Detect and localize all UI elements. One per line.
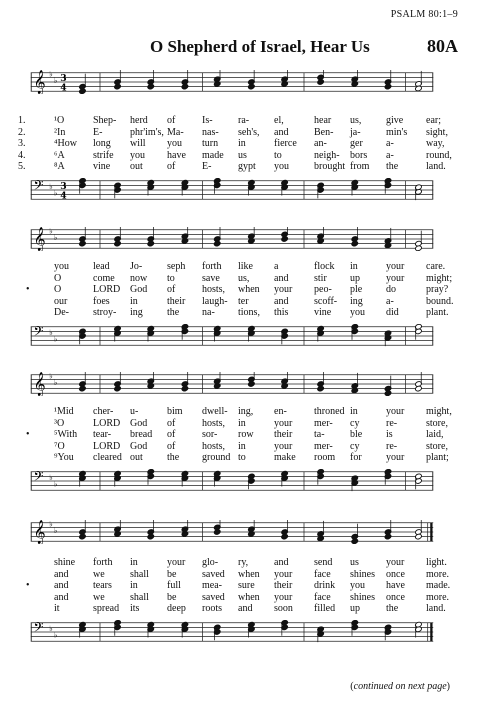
- lyric-syllable: plant.: [426, 307, 449, 318]
- treble-clef-icon: 𝄞: [33, 70, 46, 94]
- lyric-syllable: did: [386, 307, 399, 318]
- lyric-line: [38, 441, 453, 453]
- lyric-syllable: brought: [314, 161, 346, 172]
- lyric-syllable: bound.: [426, 295, 454, 307]
- lyric-syllable: shall: [130, 591, 149, 603]
- lyric-syllable: have: [167, 149, 186, 161]
- lyric-line: [38, 452, 453, 464]
- lyric-syllable: bors: [350, 149, 368, 161]
- lyric-line: [38, 569, 453, 581]
- lyric-syllable: ⁹You: [54, 452, 74, 463]
- lyric-syllable: you: [274, 161, 289, 172]
- lyric-syllable: turn: [202, 138, 219, 149]
- lyric-syllable: for: [350, 452, 362, 463]
- lyric-syllable: Jo-: [130, 261, 143, 272]
- lyric-syllable: their: [274, 429, 293, 440]
- lyrics-block: [26, 261, 454, 319]
- lyric-syllable: in: [130, 557, 138, 568]
- time-signature-top: 3: [60, 73, 67, 85]
- music-system-2: [14, 227, 454, 357]
- lyric-syllable: in: [350, 261, 358, 272]
- lyric-syllable: in: [238, 440, 246, 452]
- lyric-syllable: cher-: [93, 406, 114, 417]
- bass-staff: [14, 469, 450, 493]
- lyric-syllable: in: [238, 417, 246, 429]
- lyric-syllable: make: [274, 452, 296, 463]
- lyric-syllable: face: [314, 568, 331, 580]
- lyric-syllable: is: [386, 429, 393, 440]
- lyric-syllable: flock: [314, 261, 335, 272]
- flat-icon: ♭: [49, 182, 53, 192]
- lyric-line: [18, 126, 453, 139]
- psalm-reference: PSALM 80:1–9: [390, 9, 458, 20]
- lyric-syllable: herd: [130, 115, 148, 126]
- lyric-syllable: lead: [93, 261, 110, 272]
- lyric-syllable: shine: [54, 557, 76, 568]
- flat-icon: ♭: [49, 520, 53, 529]
- lyric-syllable: Is-: [202, 115, 213, 126]
- lyric-syllable: ta-: [314, 429, 325, 440]
- flat-icon: ♭: [53, 334, 58, 344]
- bass-staff: [14, 178, 450, 202]
- lyric-line: [18, 115, 453, 127]
- lyric-syllable: sor-: [202, 429, 218, 440]
- music-system-4: [14, 520, 450, 660]
- lyric-syllable: mea-: [202, 580, 222, 591]
- lyric-syllable: ple: [350, 284, 363, 295]
- lyric-syllable: neigh-: [314, 149, 340, 161]
- lyrics-block: [26, 557, 453, 615]
- flat-icon: ♭: [49, 328, 53, 338]
- lyric-syllable: ry,: [238, 557, 249, 568]
- lyric-syllable: you: [130, 149, 145, 161]
- lyric-line: [38, 307, 453, 319]
- lyric-syllable: ⁵With: [54, 429, 78, 440]
- lyric-syllable: might,: [426, 406, 452, 417]
- lyric-syllable: long: [93, 138, 111, 149]
- tune-number: 80A: [427, 36, 458, 56]
- lyric-syllable: ear;: [426, 115, 441, 126]
- lyric-syllable: of: [167, 115, 176, 126]
- lyric-syllable: laugh-: [202, 295, 228, 307]
- lyric-syllable: God: [130, 284, 148, 295]
- lyric-syllable: of: [167, 440, 176, 452]
- treble-clef-icon: 𝄞: [33, 520, 46, 544]
- lyric-syllable: vine: [314, 307, 332, 318]
- lyric-syllable: their: [274, 580, 293, 591]
- lyric-syllable: forth: [202, 261, 222, 272]
- lyric-syllable: us,: [238, 272, 250, 284]
- lyric-syllable: the: [167, 307, 180, 318]
- lyric-syllable: ing,: [238, 406, 254, 417]
- lyric-syllable: re-: [386, 417, 398, 429]
- lyric-syllable: ¹O: [54, 115, 65, 126]
- lyrics-block: [26, 406, 453, 464]
- lyric-syllable: E-: [202, 161, 212, 172]
- lyric-syllable: God: [130, 417, 148, 429]
- lyric-syllable: stroy-: [93, 307, 117, 318]
- lyric-syllable: saved: [202, 591, 225, 603]
- lyric-line: [38, 406, 453, 418]
- hymn-title: O Shepherd of Israel, Hear Us: [150, 37, 370, 56]
- time-signature-bottom: 4: [60, 190, 67, 202]
- lyric-syllable: up: [350, 272, 360, 284]
- lyric-syllable: room: [314, 452, 336, 463]
- lyric-syllable: land.: [426, 603, 446, 614]
- verse-marker: 5.: [18, 161, 26, 172]
- lyric-syllable: you: [350, 580, 365, 591]
- lyric-syllable: an-: [314, 138, 327, 149]
- lyric-syllable: in: [130, 580, 138, 591]
- lyric-syllable: row: [238, 429, 254, 440]
- lyric-syllable: ³O: [54, 417, 65, 429]
- lyric-syllable: peo-: [314, 284, 332, 295]
- lyric-syllable: glo-: [202, 557, 219, 568]
- lyric-syllable: ground: [202, 452, 231, 463]
- lyric-syllable: roots: [202, 603, 222, 614]
- lyric-syllable: bim: [167, 406, 183, 417]
- lyric-syllable: come: [93, 272, 115, 284]
- lyric-syllable: hear: [314, 115, 332, 126]
- lyric-line: [26, 284, 453, 296]
- lyric-syllable: cy: [350, 440, 360, 452]
- lyric-syllable: and: [274, 272, 289, 284]
- lyric-syllable: the: [167, 452, 180, 463]
- lyric-syllable: O: [54, 272, 62, 284]
- lyric-syllable: light.: [426, 557, 447, 568]
- lyric-syllable: to: [238, 452, 246, 463]
- bass-clef-icon: 𝄢: [33, 324, 44, 342]
- lyric-syllable: send: [314, 557, 333, 568]
- flat-icon: ♭: [53, 232, 58, 242]
- lyric-syllable: to: [167, 272, 175, 284]
- music-system-3: [14, 372, 450, 502]
- lyric-syllable: we: [93, 591, 105, 603]
- lyric-syllable: have: [386, 580, 405, 591]
- lyric-syllable: us: [238, 149, 247, 161]
- lyric-syllable: el,: [274, 115, 284, 126]
- lyric-syllable: your: [274, 591, 293, 603]
- verse-marker: 1.: [18, 115, 26, 126]
- lyric-syllable: of: [167, 284, 176, 295]
- verse-marker: •: [26, 429, 30, 440]
- lyric-syllable: way,: [426, 138, 445, 149]
- lyric-line: [38, 592, 453, 604]
- music-system-1: [14, 70, 450, 200]
- lyric-syllable: out: [130, 452, 143, 463]
- lyric-syllable: shall: [130, 568, 149, 580]
- lyric-syllable: filled: [314, 603, 336, 614]
- flat-icon: ♭: [53, 525, 58, 535]
- lyric-syllable: ra-: [238, 115, 250, 126]
- lyric-syllable: your: [386, 261, 405, 272]
- flat-icon: ♭: [53, 479, 58, 489]
- lyric-syllable: full: [167, 580, 181, 591]
- lyric-line: [18, 138, 453, 150]
- lyric-line: [38, 296, 453, 308]
- lyric-syllable: your: [386, 406, 405, 417]
- lyric-syllable: care.: [426, 261, 446, 272]
- lyric-syllable: vine: [93, 161, 111, 172]
- lyric-syllable: it: [54, 603, 60, 614]
- lyric-syllable: and: [54, 591, 69, 603]
- lyric-syllable: ²In: [54, 126, 66, 138]
- lyric-syllable: plant;: [426, 452, 449, 463]
- treble-staff: [14, 227, 450, 251]
- lyric-syllable: sure: [238, 580, 255, 591]
- flat-icon: ♭: [49, 473, 53, 483]
- lyric-syllable: your: [274, 417, 293, 429]
- lyric-syllable: more.: [426, 568, 450, 580]
- lyrics-block: [18, 115, 453, 173]
- lyric-syllable: and: [274, 557, 289, 568]
- lyric-syllable: your: [386, 272, 405, 284]
- lyric-syllable: bread: [130, 429, 153, 440]
- lyric-line: [26, 429, 453, 441]
- lyric-syllable: laid,: [426, 429, 444, 440]
- flat-icon: ♭: [53, 188, 58, 198]
- lyric-syllable: seh's,: [238, 126, 260, 138]
- lyric-syllable: ja-: [350, 126, 361, 138]
- treble-clef-icon: 𝄞: [33, 227, 46, 251]
- flat-icon: ♭: [53, 75, 58, 85]
- lyric-syllable: your: [274, 284, 293, 295]
- lyric-syllable: the: [386, 161, 399, 172]
- verse-marker: 2.: [18, 126, 26, 138]
- lyric-syllable: cy: [350, 417, 360, 429]
- bass-staff: [14, 620, 450, 644]
- lyric-syllable: to: [274, 149, 282, 161]
- lyric-syllable: strife: [93, 149, 114, 161]
- lyric-syllable: and: [54, 568, 69, 580]
- lyric-syllable: sight,: [426, 126, 448, 138]
- lyric-syllable: your: [274, 568, 293, 580]
- lyric-syllable: ing: [130, 307, 143, 318]
- lyric-syllable: ⁶A: [54, 149, 65, 161]
- verse-marker: •: [26, 284, 30, 295]
- lyric-syllable: mer-: [314, 440, 333, 452]
- lyric-syllable: ⁷O: [54, 440, 65, 452]
- lyric-syllable: your: [167, 557, 186, 568]
- lyric-syllable: saved: [202, 568, 225, 580]
- lyric-syllable: spread: [93, 603, 120, 614]
- flat-icon: ♭: [53, 630, 58, 640]
- bass-clef-icon: 𝄢: [33, 178, 44, 196]
- time-signature-bottom: 4: [60, 82, 67, 94]
- lyric-syllable: ¹Mid: [54, 406, 74, 417]
- lyric-syllable: seph: [167, 261, 186, 272]
- lyric-syllable: us,: [350, 115, 362, 126]
- lyric-syllable: pray?: [426, 284, 449, 295]
- lyric-syllable: De-: [54, 307, 69, 318]
- lyric-syllable: deep: [167, 603, 186, 614]
- lyric-syllable: when: [238, 284, 260, 295]
- verse-marker: 4.: [18, 149, 26, 161]
- lyric-syllable: your: [386, 452, 405, 463]
- lyric-syllable: a-: [386, 149, 394, 161]
- lyric-syllable: LORD: [93, 440, 121, 452]
- lyric-line: [38, 273, 453, 285]
- lyric-line: [38, 557, 453, 569]
- lyric-syllable: from: [350, 161, 370, 172]
- lyric-syllable: might;: [426, 272, 453, 284]
- lyric-syllable: of: [167, 161, 176, 172]
- lyric-syllable: you: [167, 138, 182, 149]
- lyric-syllable: in: [238, 138, 246, 149]
- lyric-syllable: ⁸A: [54, 161, 65, 172]
- flat-icon: ♭: [49, 372, 53, 381]
- lyric-syllable: land.: [426, 161, 446, 172]
- lyric-syllable: ter: [238, 295, 249, 307]
- treble-clef-icon: 𝄞: [33, 372, 46, 396]
- lyric-line: [38, 261, 453, 273]
- lyric-syllable: nas-: [202, 126, 219, 138]
- lyric-syllable: do: [386, 284, 396, 295]
- flat-icon: ♭: [49, 227, 53, 236]
- lyric-syllable: Shep-: [93, 115, 117, 126]
- lyric-syllable: mer-: [314, 417, 333, 429]
- lyric-syllable: u-: [130, 406, 139, 417]
- lyric-syllable: min's: [386, 126, 408, 138]
- lyric-syllable: a-: [386, 295, 394, 307]
- lyric-syllable: when: [238, 568, 260, 580]
- lyric-line: [38, 603, 453, 615]
- lyric-line: [38, 418, 453, 430]
- lyric-syllable: forth: [93, 557, 113, 568]
- lyric-line: [18, 149, 453, 162]
- lyric-syllable: in: [350, 406, 358, 417]
- bass-staff: [14, 324, 450, 348]
- lyric-syllable: phr'im's,: [130, 126, 164, 138]
- lyric-syllable: of: [167, 417, 176, 429]
- lyric-syllable: this: [274, 307, 289, 318]
- lyric-syllable: your: [386, 557, 405, 568]
- lyric-syllable: shines: [350, 591, 375, 603]
- lyric-syllable: a-: [386, 138, 394, 149]
- lyric-syllable: save: [202, 272, 220, 284]
- bass-clef-icon: 𝄢: [33, 620, 44, 638]
- lyric-syllable: be: [167, 591, 177, 603]
- lyric-line: [26, 580, 453, 592]
- lyric-syllable: O: [54, 284, 62, 295]
- lyric-syllable: be: [167, 568, 177, 580]
- lyric-syllable: store,: [426, 440, 448, 452]
- lyric-syllable: a: [274, 261, 279, 272]
- lyric-syllable: your: [274, 440, 293, 452]
- lyric-syllable: tions,: [238, 307, 260, 318]
- lyric-syllable: when: [238, 591, 260, 603]
- lyric-syllable: re-: [386, 440, 398, 452]
- treble-staff: [14, 372, 450, 396]
- lyric-syllable: LORD: [93, 284, 121, 295]
- lyric-syllable: and: [54, 580, 69, 591]
- lyric-syllable: Ma-: [167, 126, 184, 138]
- lyric-syllable: hosts,: [202, 284, 226, 295]
- flat-icon: ♭: [49, 624, 53, 634]
- continued-note: (continued on next page): [350, 681, 450, 692]
- lyric-syllable: hosts,: [202, 417, 226, 429]
- lyric-syllable: up: [350, 603, 360, 614]
- verse-marker: •: [26, 580, 30, 591]
- lyric-syllable: like: [238, 261, 253, 272]
- lyric-syllable: LORD: [93, 417, 121, 429]
- lyric-syllable: dwell-: [202, 406, 228, 417]
- lyric-syllable: cleared: [93, 452, 122, 463]
- verse-marker: 3.: [18, 138, 26, 149]
- lyric-syllable: fierce: [274, 138, 297, 149]
- lyric-syllable: foes: [93, 295, 110, 307]
- lyric-syllable: more.: [426, 591, 450, 603]
- lyric-syllable: you: [350, 307, 365, 318]
- lyric-syllable: throned: [314, 406, 345, 417]
- lyric-syllable: once: [386, 568, 405, 580]
- lyric-syllable: ing: [350, 295, 363, 307]
- lyric-syllable: ⁴How: [54, 138, 77, 149]
- lyric-line: [18, 161, 453, 173]
- time-signature-top: 3: [60, 181, 67, 193]
- treble-staff: [14, 70, 450, 94]
- bass-clef-icon: 𝄢: [33, 469, 44, 487]
- lyric-syllable: tears: [93, 580, 112, 591]
- lyric-syllable: you: [54, 261, 69, 272]
- lyric-syllable: E-: [93, 126, 103, 138]
- lyric-syllable: we: [93, 568, 105, 580]
- lyric-syllable: its: [130, 603, 140, 614]
- treble-staff: [14, 520, 450, 544]
- flat-icon: ♭: [49, 70, 53, 79]
- lyric-syllable: and: [238, 603, 253, 614]
- lyric-syllable: soon: [274, 603, 293, 614]
- lyric-syllable: Ben-: [314, 126, 334, 138]
- lyric-syllable: stir: [314, 272, 327, 284]
- lyric-syllable: face: [314, 591, 331, 603]
- lyric-syllable: and: [274, 295, 289, 307]
- lyric-syllable: drink: [314, 580, 336, 591]
- flat-icon: ♭: [53, 377, 58, 387]
- lyric-syllable: out: [130, 161, 143, 172]
- lyric-syllable: ger: [350, 138, 363, 149]
- lyric-syllable: scoff-: [314, 295, 338, 307]
- lyric-syllable: will: [130, 138, 146, 149]
- lyric-syllable: shines: [350, 568, 375, 580]
- lyric-syllable: give: [386, 115, 404, 126]
- lyric-syllable: the: [386, 603, 399, 614]
- lyric-syllable: na-: [202, 307, 215, 318]
- lyric-syllable: God: [130, 440, 148, 452]
- lyric-syllable: en-: [274, 406, 287, 417]
- lyric-syllable: once: [386, 591, 405, 603]
- lyric-syllable: hosts,: [202, 440, 226, 452]
- lyric-syllable: store,: [426, 417, 448, 429]
- lyric-syllable: made: [202, 149, 224, 161]
- lyric-syllable: us: [350, 557, 359, 568]
- lyric-syllable: now: [130, 272, 148, 284]
- lyric-syllable: tear-: [93, 429, 112, 440]
- lyric-syllable: of: [167, 429, 176, 440]
- lyric-syllable: our: [54, 295, 68, 307]
- lyric-syllable: gypt: [238, 161, 256, 172]
- lyric-syllable: and: [274, 126, 289, 138]
- lyric-syllable: in: [130, 295, 138, 307]
- lyric-syllable: made.: [426, 580, 451, 591]
- lyric-syllable: round,: [426, 149, 452, 161]
- lyric-syllable: their: [167, 295, 186, 307]
- lyric-syllable: ble: [350, 429, 363, 440]
